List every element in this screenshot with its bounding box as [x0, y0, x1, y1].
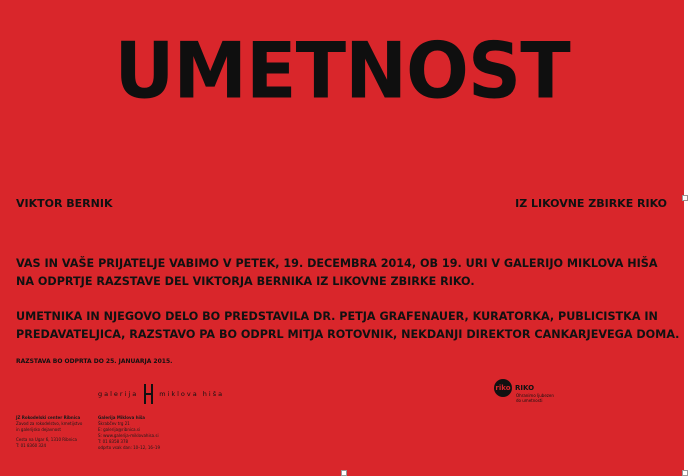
exhibition-dates: RAZSTAVA BO ODPRTA DO 25. JANUARJA 2015. — [16, 358, 173, 365]
headline: UMETNOST — [114, 25, 570, 117]
gallery-logo — [98, 384, 224, 404]
presentation-text — [16, 308, 679, 344]
collection-name: IZ LIKOVNE ZBIRKE RIKO — [515, 197, 667, 210]
footer-col1-line4: T: 01 8360 324 — [16, 443, 47, 448]
footer-col2-line3: S: www.galerija-miklovahisa.si — [98, 433, 159, 438]
footer-col2-line1: Škrabčev trg 21 — [98, 421, 130, 426]
footer-col-1 — [16, 415, 82, 449]
gallery-logo-left: galerija — [98, 390, 139, 398]
footer-col1-line1: Zavod za rokodelstvo, kmetijstvo — [16, 421, 83, 426]
artist-name: VIKTOR BERNIK — [16, 197, 113, 210]
presentation-line-2: PREDAVATELJICA, RAZSTAVO PA BO ODPRL MITJA ROTOVNIK, NEKDANJI DIREKTOR CANKARJEVEGA DOMA. — [16, 328, 680, 341]
invitation-line-2: NA ODPRTJE RAZSTAVE DEL VIKTORJA BERNIKA IZ LIKOVNE ZBIRKE RIKO. — [16, 275, 475, 288]
resize-handle-corner[interactable] — [682, 470, 688, 476]
footer-col1-line3: Cesta na Ugar 6, 1310 Ribnica — [16, 437, 77, 442]
footer-col-2 — [98, 415, 160, 451]
footer-col1-line2: in galerijsko dejavnost — [16, 427, 61, 432]
riko-tagline — [516, 393, 554, 403]
riko-tagline-2: do umetnosti — [516, 398, 543, 403]
footer-col1-title: JZ Rokodelski center Ribnica — [16, 415, 81, 420]
riko-circle-icon: riko — [494, 379, 512, 397]
footer-col2-line4: T: 01 8358 378 — [98, 439, 129, 444]
footer-col2-title: Galerija Miklova hiša — [98, 415, 146, 420]
presentation-line-1: UMETNIKA IN NJEGOVO DELO BO PREDSTAVILA DR. PETJA GRAFENAUER, KURATORKA, PUBLICISTKA IN — [16, 310, 658, 323]
resize-handle-right[interactable] — [682, 195, 688, 201]
invitation-line-1: VAS IN VAŠE PRIJATELJE VABIMO V PETEK, 19. DECEMBRA 2014, OB 19. URI V GALERIJO MIKLOVA HIŠA — [16, 257, 658, 270]
resize-handle-bottom[interactable] — [341, 470, 347, 476]
invitation-text — [16, 255, 658, 291]
footer-col2-line5: odprto vsak dan: 10–12, 16–19 — [98, 445, 160, 450]
riko-tagline-1: Ohranimo ljubezen — [516, 393, 554, 398]
gallery-h-icon — [144, 384, 153, 404]
gallery-logo-right: miklova hiša — [159, 390, 225, 398]
footer-col2-line2: E: galerija@ribnica.si — [98, 427, 141, 432]
riko-wordmark: RIKO — [515, 384, 535, 392]
